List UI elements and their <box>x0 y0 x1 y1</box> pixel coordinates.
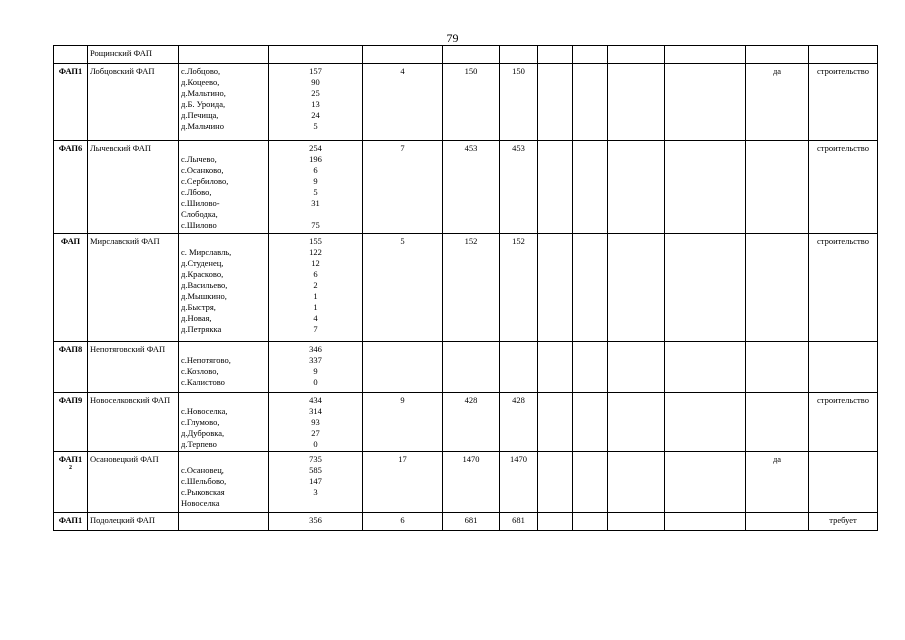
facilities-table <box>53 45 878 531</box>
page-number: 79 <box>446 31 459 45</box>
population-total: 434 <box>309 395 322 405</box>
facility-code <box>54 393 88 452</box>
settlement: д.Новая, <box>181 313 212 323</box>
population-count: 0 <box>313 377 318 387</box>
table-row <box>54 234 878 342</box>
facility-code <box>54 452 88 513</box>
population-count: 4 <box>313 313 318 323</box>
population-count: 0 <box>313 439 318 449</box>
settlement-list <box>179 64 269 141</box>
population-total: 356 <box>309 515 322 525</box>
settlement-list <box>179 393 269 452</box>
flag-cell: да <box>746 64 809 141</box>
population-count: 196 <box>309 154 322 164</box>
population-count: 1 <box>313 302 318 312</box>
population-count: 122 <box>309 247 322 257</box>
area-total: 453 <box>500 141 538 234</box>
population-list <box>269 141 363 234</box>
facility-code <box>54 234 88 342</box>
settlement: д.Петрякка <box>181 324 222 334</box>
settlement: с.Сербилово, <box>181 176 229 186</box>
settlement: с.Лобцово, <box>181 66 221 76</box>
settlement: с. Мирславль, <box>181 247 232 257</box>
area-value: 681 <box>443 513 500 531</box>
settlement: д.Мальтино, <box>181 88 226 98</box>
facility-name: Рощинский ФАП <box>88 46 179 64</box>
area-value: 453 <box>443 141 500 234</box>
facility-code-text: ФАП6 <box>58 143 83 153</box>
note-cell: строительство <box>809 234 878 342</box>
staff-count: 7 <box>363 141 443 234</box>
settlement: с.Глумово, <box>181 417 220 427</box>
settlement: с.Непотягово, <box>181 355 231 365</box>
area-value: 428 <box>443 393 500 452</box>
population-count: 3 <box>313 487 318 497</box>
area-total: 681 <box>500 513 538 531</box>
settlement: д.Студенец, <box>181 258 224 268</box>
population-count: 12 <box>311 258 320 268</box>
population-total: 155 <box>309 236 322 246</box>
flag-cell <box>746 342 809 393</box>
facility-name: Новоселковский ФАП <box>88 393 179 452</box>
staff-count: 4 <box>363 64 443 141</box>
settlement: Новоселка <box>181 498 220 508</box>
population-list <box>269 393 363 452</box>
settlement: с.Лычево, <box>181 154 217 164</box>
settlement: с.Осановец, <box>181 465 224 475</box>
area-total: 428 <box>500 393 538 452</box>
note-cell <box>809 452 878 513</box>
area-total: 1470 <box>500 452 538 513</box>
settlement: д.Дубровка, <box>181 428 225 438</box>
settlement-list <box>179 141 269 234</box>
settlement-list <box>179 452 269 513</box>
settlement: д.Печища, <box>181 110 219 120</box>
population-list <box>269 513 363 531</box>
settlement: д.Б. Уроида, <box>181 99 226 109</box>
facility-code-text: ФАП <box>60 236 81 246</box>
settlement: д.Терпево <box>181 439 217 449</box>
note-cell: строительство <box>809 141 878 234</box>
facility-code-text: ФАП1 <box>58 454 83 464</box>
table-row <box>54 141 878 234</box>
area-value <box>443 342 500 393</box>
facility-name: Непотяговский ФАП <box>88 342 179 393</box>
table-row <box>54 46 878 64</box>
population-count: 5 <box>313 187 318 197</box>
population-count: 75 <box>311 220 320 230</box>
population-list <box>269 452 363 513</box>
settlement: д.Мальчино <box>181 121 224 131</box>
settlement: с.Шилово <box>181 220 217 230</box>
population-count: 13 <box>311 99 320 109</box>
note-cell: строительство <box>809 64 878 141</box>
population-list <box>269 342 363 393</box>
population-count: 90 <box>311 77 320 87</box>
staff-count: 17 <box>363 452 443 513</box>
population-count: 314 <box>309 406 322 416</box>
staff-count <box>363 342 443 393</box>
population-count: 27 <box>311 428 320 438</box>
facility-name: Осановецкий ФАП <box>88 452 179 513</box>
flag-cell <box>746 393 809 452</box>
table-row <box>54 64 878 141</box>
staff-count: 5 <box>363 234 443 342</box>
population-count: 6 <box>313 269 318 279</box>
population-count: 31 <box>311 198 320 208</box>
population-count <box>271 498 360 509</box>
settlement: с.Рыковская <box>181 487 225 497</box>
population-count: 9 <box>313 366 318 376</box>
facility-code <box>54 342 88 393</box>
settlement: д.Быстря, <box>181 302 216 312</box>
settlement: с.Козлово, <box>181 366 219 376</box>
facility-code-text: ФАП1 <box>58 66 83 76</box>
population-count: 2 <box>313 280 318 290</box>
area-value: 150 <box>443 64 500 141</box>
population-total: 157 <box>309 66 322 76</box>
facility-name: Подолецкий ФАП <box>88 513 179 531</box>
settlement: с.Новоселка, <box>181 406 228 416</box>
population-count: 25 <box>311 88 320 98</box>
staff-count: 6 <box>363 513 443 531</box>
settlement-list <box>179 234 269 342</box>
settlement: с.Осанково, <box>181 165 224 175</box>
settlement-list <box>179 342 269 393</box>
facility-code <box>54 64 88 141</box>
area-total: 152 <box>500 234 538 342</box>
settlement: д.Мышкино, <box>181 291 227 301</box>
table-row <box>54 452 878 513</box>
settlement: с.Шельбово, <box>181 476 227 486</box>
flag-cell <box>746 141 809 234</box>
population-count: 585 <box>309 465 322 475</box>
settlement: Слободка, <box>181 209 218 219</box>
facility-code <box>54 513 88 531</box>
settlement: д.Красково, <box>181 269 224 279</box>
area-total: 150 <box>500 64 538 141</box>
population-count: 9 <box>313 176 318 186</box>
settlement: с.Калистово <box>181 377 225 387</box>
facility-code-text: ФАП9 <box>58 395 83 405</box>
settlement: с.Лбово, <box>181 187 212 197</box>
flag-cell <box>746 513 809 531</box>
facility-code-sub: 2 <box>69 465 72 471</box>
population-total: 254 <box>309 143 322 153</box>
population-count: 6 <box>313 165 318 175</box>
flag-cell <box>746 234 809 342</box>
note-cell <box>809 342 878 393</box>
facility-name: Лобцовский ФАП <box>88 64 179 141</box>
facility-code-text: ФАП8 <box>58 344 83 354</box>
table-row <box>54 393 878 452</box>
area-total <box>500 342 538 393</box>
population-total: 735 <box>309 454 322 464</box>
note-cell: требует <box>809 513 878 531</box>
table-row <box>54 342 878 393</box>
population-count: 7 <box>313 324 318 334</box>
population-total: 346 <box>309 344 322 354</box>
facility-code-text: ФАП1 <box>58 515 83 525</box>
flag-cell: да <box>746 452 809 513</box>
area-value: 152 <box>443 234 500 342</box>
table-row <box>54 513 878 531</box>
settlement: д.Васильево, <box>181 280 228 290</box>
population-list <box>269 64 363 141</box>
population-count: 147 <box>309 476 322 486</box>
population-count: 93 <box>311 417 320 427</box>
note-cell: строительство <box>809 393 878 452</box>
population-count: 1 <box>313 291 318 301</box>
settlement: с.Шилово- <box>181 198 220 208</box>
facility-name: Мирславский ФАП <box>88 234 179 342</box>
area-value: 1470 <box>443 452 500 513</box>
facility-name: Лычевский ФАП <box>88 141 179 234</box>
population-count: 337 <box>309 355 322 365</box>
population-count: 24 <box>311 110 320 120</box>
population-list <box>269 234 363 342</box>
facility-code <box>54 141 88 234</box>
population-count <box>271 209 360 220</box>
settlement-list <box>179 513 269 531</box>
staff-count: 9 <box>363 393 443 452</box>
settlement: д.Коцеево, <box>181 77 220 87</box>
population-count: 5 <box>313 121 318 131</box>
